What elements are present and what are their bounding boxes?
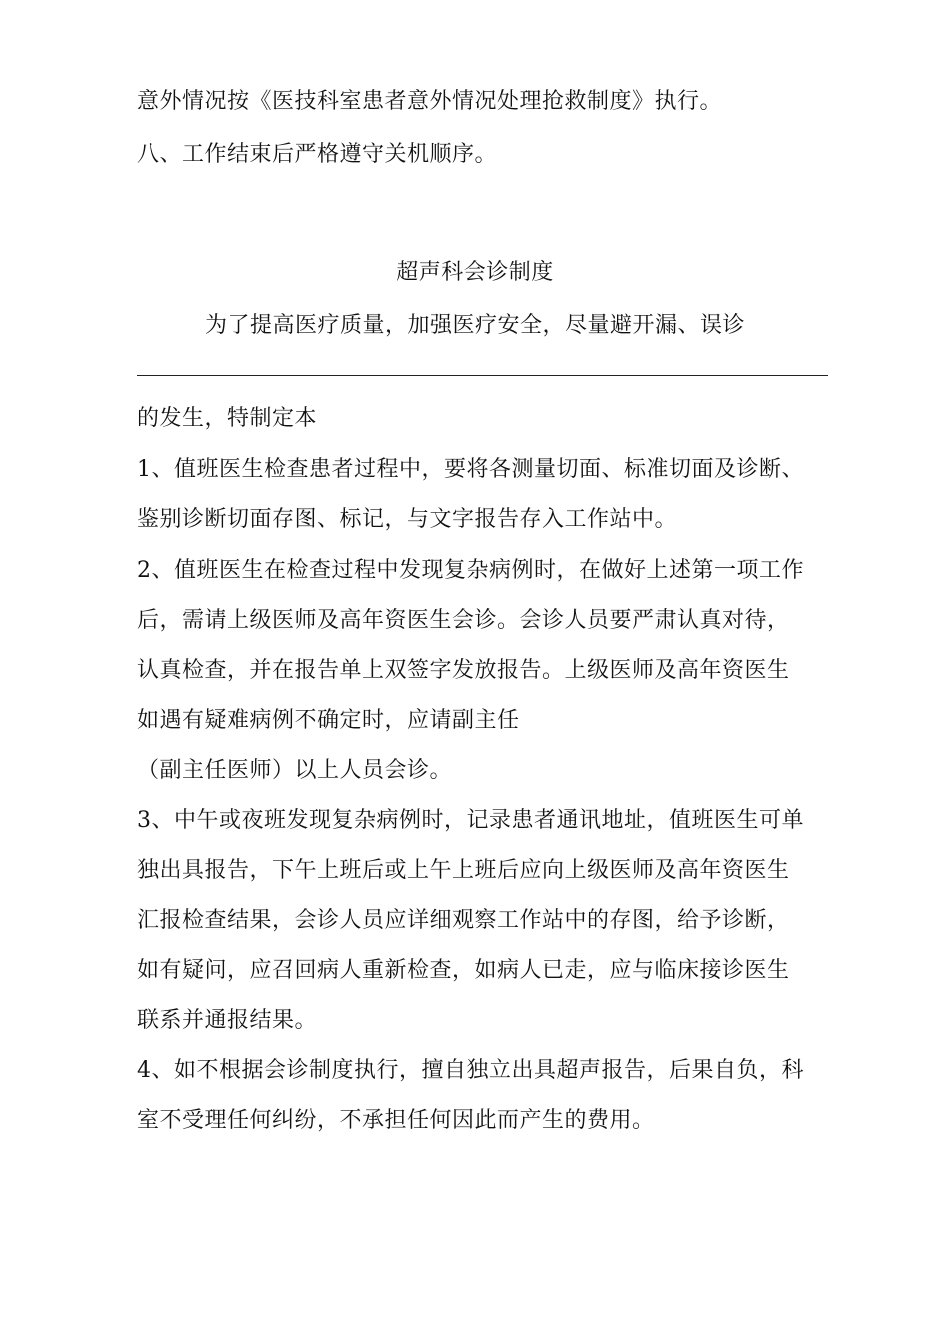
body-line-item-1: 1、值班医生检查患者过程中，要将各测量切面、标准切面及诊断、 bbox=[137, 457, 804, 482]
section-intro-continued: 的发生，特制定本 bbox=[137, 406, 318, 431]
section-intro-line: 为了提高医疗质量，加强医疗安全，尽量避开漏、误诊 bbox=[204, 313, 745, 338]
body-line-item-3: 3、中午或夜班发现复杂病例时，记录患者通讯地址，值班医生可单 bbox=[137, 808, 804, 833]
body-line: 认真检查，并在报告单上双签字发放报告。上级医师及高年资医生 bbox=[137, 658, 790, 683]
body-line: 后，需请上级医师及高年资医生会诊。会诊人员要严肃认真对待， bbox=[137, 608, 790, 633]
body-line: 汇报检查结果，会诊人员应详细观察工作站中的存图，给予诊断， bbox=[137, 908, 790, 933]
body-line: （副主任医师）以上人员会诊。 bbox=[137, 758, 453, 783]
body-line: 如有疑问，应召回病人重新检查，如病人已走，应与临床接诊医生 bbox=[137, 958, 790, 983]
body-line: 室不受理任何纠纷，不承担任何因此而产生的费用。 bbox=[137, 1108, 655, 1133]
body-line-item-4: 4、如不根据会诊制度执行，擅自独立出具超声报告，后果自负，科 bbox=[137, 1058, 804, 1083]
prev-section-item-8: 八、工作结束后严格遵守关机顺序。 bbox=[137, 142, 498, 167]
body-line: 独出具报告，下午上班后或上午上班后应向上级医师及高年资医生 bbox=[137, 858, 790, 883]
prev-section-line: 意外情况按《医技科室患者意外情况处理抢救制度》执行。 bbox=[137, 89, 723, 114]
body-line-item-2: 2、值班医生在检查过程中发现复杂病例时，在做好上述第一项工作 bbox=[137, 558, 804, 583]
body-line: 鉴别诊断切面存图、标记，与文字报告存入工作站中。 bbox=[137, 507, 678, 532]
horizontal-rule bbox=[137, 375, 828, 376]
body-line: 如遇有疑难病例不确定时，应请副主任 bbox=[137, 708, 520, 733]
section-title: 超声科会诊制度 bbox=[396, 260, 554, 285]
body-line: 联系并通报结果。 bbox=[137, 1008, 318, 1033]
